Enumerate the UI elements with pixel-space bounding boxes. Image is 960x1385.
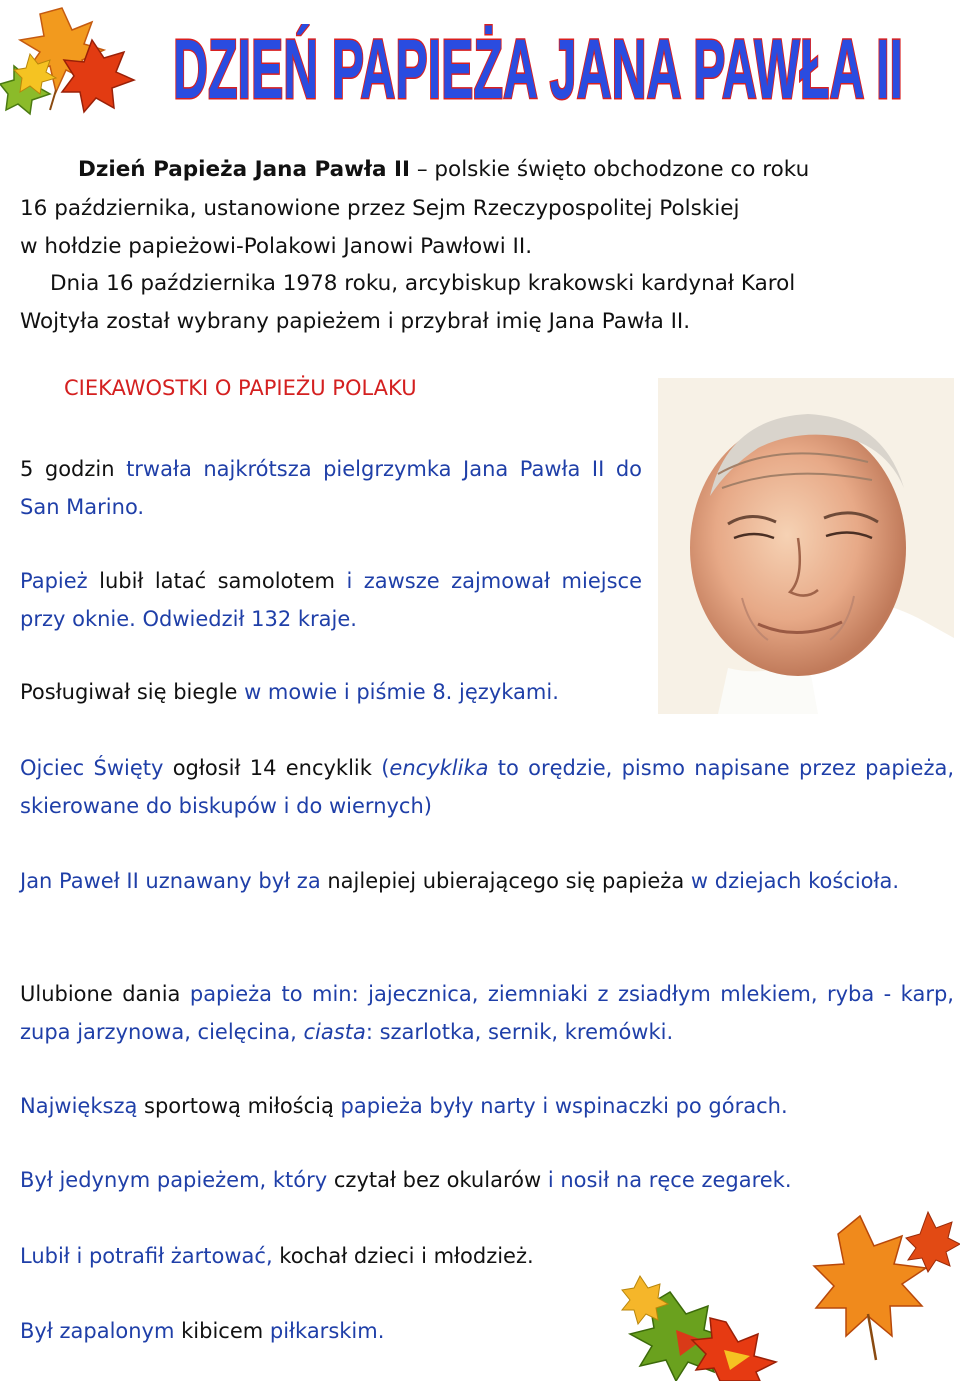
fact-5 — [20, 862, 954, 900]
intro-p2-line-1-text: Dnia 16 października 1978 roku, arcybiskup krakowski kardynał Karol — [50, 271, 796, 296]
pope-portrait-photo — [658, 378, 954, 714]
intro-line1-rest: – polskie święto obchodzone co roku — [409, 157, 810, 182]
fact-4-part-e: to orędzie, pismo napisane przez papieża, skierowane do biskupów i do wiernych) — [20, 756, 955, 818]
fact-5-part-c: w dziejach kościoła. — [690, 869, 900, 893]
page-title — [168, 24, 908, 110]
fact-2-part-c: i zawsze zajmował miejsce przy oknie. Odwiedził 132 kraje. — [20, 569, 642, 631]
fact-4-part-a: Ojciec Święty — [20, 756, 173, 780]
fact-10-part-a: Był zapalonym — [20, 1319, 182, 1343]
fact-4-part-d-italic: encyklika — [389, 756, 489, 780]
intro-line-3 — [20, 227, 950, 267]
fact-6-part-c-italic: ciasta — [303, 1020, 366, 1044]
fact-10-part-b: kibicem — [181, 1319, 270, 1343]
fact-4 — [20, 749, 954, 825]
fact-3-part-a: Posługiwał się biegle — [20, 680, 245, 704]
intro-line-3-text: w hołdzie papieżowi-Polakowi Janowi Pawłowi II. — [20, 234, 533, 259]
intro-line-2 — [20, 189, 950, 229]
fact-3-part-b: w mowie i piśmie 8. językami. — [244, 680, 559, 704]
fact-5-part-a: Jan Paweł II uznawany był za — [20, 869, 328, 893]
intro-paragraph-1 — [78, 150, 948, 190]
fact-2-part-b: lubił latać samolotem — [99, 569, 347, 593]
fact-1-part-a: 5 godzin — [20, 457, 127, 481]
page-title-text: DZIEŃ PAPIEŻA JANA PAWŁA II — [173, 24, 903, 110]
fact-1-part-b: trwała najkrótsza pielgrzymka Jana Pawła II do San Marino. — [20, 457, 642, 519]
fact-2-part-a: Papież — [20, 569, 100, 593]
intro-paragraph-2-line-2 — [20, 302, 950, 342]
autumn-leaves-top-left — [0, 0, 140, 118]
fact-10-part-c: piłkarskim. — [269, 1319, 385, 1343]
fact-10 — [20, 1312, 620, 1350]
fact-2 — [20, 562, 642, 638]
fact-7-part-c: papieża były narty i wspinaczki po górach. — [340, 1094, 788, 1118]
fact-9-part-a: Lubił i potrafił żartować, — [20, 1244, 280, 1268]
intro-line-2-text: 16 października, ustanowione przez Sejm Rzeczypospolitej Polskiej — [20, 196, 740, 221]
fact-6-part-d: : szarlotka, sernik, kremówki. — [365, 1020, 674, 1044]
section-heading — [64, 376, 417, 400]
fact-4-part-c: ( — [381, 756, 390, 780]
fact-7-part-a: Największą — [20, 1094, 145, 1118]
fact-9-part-b: kochał dzieci i młodzież. — [279, 1244, 534, 1268]
fact-6 — [20, 975, 954, 1051]
fact-4-part-b: ogłosił 14 encyklik — [172, 756, 382, 780]
intro-p2-line-2-text: Wojtyła został wybrany papieżem i przybrał imię Jana Pawła II. — [20, 309, 691, 334]
autumn-leaves-bottom-right — [610, 1210, 960, 1381]
fact-8 — [20, 1161, 954, 1199]
fact-8-part-a: Był jedynym papieżem, który — [20, 1168, 334, 1192]
fact-5-part-b: najlepiej ubierającego się papieża — [327, 869, 691, 893]
fact-8-part-c: i nosił na ręce zegarek. — [547, 1168, 792, 1192]
section-heading-text: CIEKAWOSTKI O PAPIEŻU POLAKU — [64, 376, 417, 400]
fact-7-part-b: sportową miłością — [144, 1094, 341, 1118]
fact-6-part-b: papieża to min: jajecznica, ziemniaki z zsiadłym mlekiem, ryba - karp, zupa jarzynowa, cielęcina, — [20, 982, 954, 1044]
fact-3 — [20, 673, 650, 711]
intro-paragraph-2-line-1 — [50, 264, 960, 304]
fact-8-part-b: czytał bez okularów — [333, 1168, 548, 1192]
fact-6-part-a: Ulubione dania — [20, 982, 190, 1006]
fact-1 — [20, 450, 642, 526]
intro-bold-name: Dzień Papieża Jana Pawła II — [78, 157, 410, 182]
fact-7 — [20, 1087, 954, 1125]
